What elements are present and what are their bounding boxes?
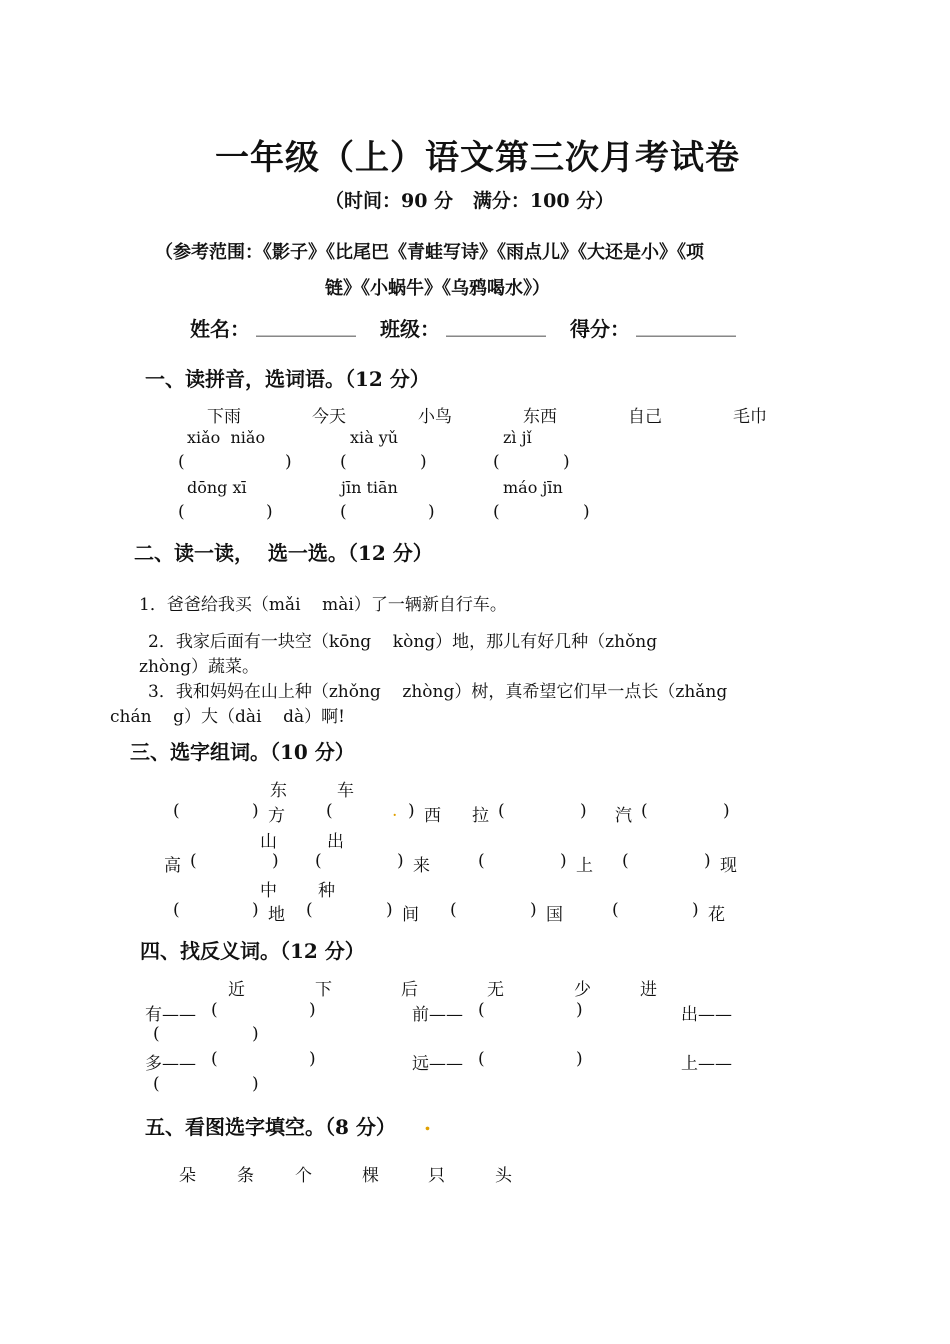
answer-paren-open: ( (493, 502, 500, 522)
word-stem: 方 (268, 806, 285, 826)
answer-paren-close: ) (252, 801, 259, 821)
answer-paren-open: ( (153, 1024, 160, 1044)
answer-paren-close: ) (397, 851, 404, 871)
antonym-choice: 无 (487, 980, 504, 1000)
question-2-line-2: zhòng）蔬菜。 (139, 657, 259, 677)
word-stem: 间 (402, 905, 419, 925)
answer-paren-open: ( (478, 1049, 485, 1069)
answer-paren-open: ( (498, 801, 505, 821)
answer-paren-close: ) (563, 452, 570, 472)
antonym-choice: 近 (228, 980, 245, 1000)
name-field[interactable]: __________ (256, 313, 356, 337)
answer-paren-open: ( (178, 452, 185, 472)
word-stem: 拉 (472, 806, 489, 826)
word-stem: 现 (720, 856, 737, 876)
answer-paren-close: ) (252, 1074, 259, 1094)
answer-paren-open: ( (612, 900, 619, 920)
word-choice: 东西 (523, 407, 557, 427)
word-stem: 来 (413, 856, 430, 876)
answer-paren-open: ( (340, 452, 347, 472)
antonym-stem: 前—— (412, 1005, 463, 1025)
answer-paren-close: ) (692, 900, 699, 920)
word-stem: 高 (164, 856, 181, 876)
pinyin: zì jǐ (503, 428, 532, 447)
answer-paren-close: ) (560, 851, 567, 871)
section-1-title: 一、读拼音，选词语。（12 分） (145, 367, 430, 391)
pinyin: máo jīn (503, 478, 563, 497)
class-label: 班级： (380, 317, 440, 341)
question-3-line-2: chán g）大（dài dà）啊! (110, 707, 345, 727)
answer-paren-open: ( (641, 801, 648, 821)
answer-paren-open: ( (306, 900, 313, 920)
scope-line-1: （参考范围：《影子》《比尾巴《青蛙写诗》《雨点儿》《大还是小》《项 (155, 242, 704, 263)
antonym-choice: 少 (574, 980, 591, 1000)
answer-paren-open: ( (211, 1049, 218, 1069)
word-stem: 上 (576, 856, 593, 876)
measure-word-choice: 头 (495, 1166, 512, 1186)
word-choice: 下雨 (207, 407, 241, 427)
word-stem: 国 (546, 905, 563, 925)
word-choice: 毛巾 (733, 407, 767, 427)
answer-paren-close: ) (272, 851, 279, 871)
section-5-title: 五、看图选字填空。（8 分） (145, 1115, 396, 1139)
word-stem: 地 (268, 905, 285, 925)
score-field[interactable]: __________ (636, 313, 736, 337)
answer-paren-open: ( (190, 851, 197, 871)
antonym-choice: 下 (315, 980, 332, 1000)
stray-dot: . (392, 801, 398, 821)
name-label: 姓名： (190, 317, 250, 341)
answer-paren-close: ) (386, 900, 393, 920)
antonym-stem: 上—— (681, 1054, 732, 1074)
answer-paren-open: ( (493, 452, 500, 472)
answer-paren-open: ( (478, 851, 485, 871)
answer-paren-close: ) (530, 900, 537, 920)
answer-paren-close: ) (309, 1000, 316, 1020)
antonym-choice: 后 (401, 980, 418, 1000)
answer-paren-close: ) (408, 801, 415, 821)
char-choice: 车 (337, 781, 354, 801)
answer-paren-close: ) (266, 502, 273, 522)
antonym-stem: 有—— (145, 1005, 196, 1025)
answer-paren-open: ( (622, 851, 629, 871)
answer-paren-open: ( (211, 1000, 218, 1020)
answer-paren-close: ) (428, 502, 435, 522)
word-choice: 今天 (312, 407, 346, 427)
word-choice: 自己 (628, 407, 662, 427)
answer-paren-close: ) (309, 1049, 316, 1069)
answer-paren-close: ) (704, 851, 711, 871)
answer-paren-close: ) (723, 801, 730, 821)
pinyin: dōng xī (187, 478, 247, 497)
antonym-stem: 出—— (681, 1005, 732, 1025)
answer-paren-open: ( (153, 1074, 160, 1094)
char-choice: 种 (318, 881, 335, 901)
answer-paren-open: ( (178, 502, 185, 522)
section-4-title: 四、找反义词。（12 分） (140, 939, 365, 963)
word-stem: 花 (708, 905, 725, 925)
answer-paren-open: ( (315, 851, 322, 871)
antonym-choice: 进 (640, 980, 657, 1000)
question-3-line-1: 3．我和妈妈在山上种（zhǒng zhòng）树，真希望它们早一点长（zhǎng (148, 682, 728, 702)
answer-paren-open: ( (450, 900, 457, 920)
answer-paren-close: ) (285, 452, 292, 472)
answer-paren-close: ) (580, 801, 587, 821)
char-choice: 东 (270, 781, 287, 801)
answer-paren-open: ( (326, 801, 333, 821)
measure-word-choice: 朵 (179, 1166, 196, 1186)
answer-paren-open: ( (173, 801, 180, 821)
word-stem: 汽 (615, 806, 632, 826)
answer-paren-open: ( (340, 502, 347, 522)
section-3-title: 三、选字组词。（10 分） (130, 740, 355, 764)
antonym-stem: 多—— (145, 1054, 196, 1074)
score-label: 得分： (570, 317, 630, 341)
pinyin: xià yǔ (350, 428, 399, 447)
char-choice: 出 (327, 832, 344, 852)
stray-dot: . (424, 1111, 431, 1135)
pinyin: jīn tiān (341, 478, 398, 497)
page-title: 一年级（上）语文第三次月考试卷 (215, 138, 740, 178)
answer-paren-close: ) (576, 1000, 583, 1020)
answer-paren-close: ) (420, 452, 427, 472)
answer-paren-close: ) (576, 1049, 583, 1069)
answer-paren-close: ) (252, 1024, 259, 1044)
answer-paren-open: ( (173, 900, 180, 920)
char-choice: 中 (260, 881, 277, 901)
question-2-line-1: 2．我家后面有一块空（kōng kòng）地，那儿有好几种（zhǒng (148, 632, 658, 652)
antonym-stem: 远—— (412, 1054, 463, 1074)
measure-word-choice: 个 (295, 1166, 312, 1186)
measure-word-choice: 条 (237, 1166, 254, 1186)
class-field[interactable]: __________ (446, 313, 546, 337)
exam-info: （时间：90 分 满分：100 分） (325, 190, 615, 212)
pinyin: xiǎo niǎo (187, 428, 266, 447)
scope-line-2: 链》《小蜗牛》《乌鸦喝水》） (325, 278, 550, 299)
word-stem: 西 (424, 806, 441, 826)
answer-paren-close: ) (252, 900, 259, 920)
answer-paren-open: ( (478, 1000, 485, 1020)
measure-word-choice: 棵 (362, 1166, 379, 1186)
measure-word-choice: 只 (428, 1166, 445, 1186)
question-1: 1．爸爸给我买（mǎi mài）了一辆新自行车。 (139, 595, 507, 615)
word-choice: 小鸟 (418, 407, 452, 427)
section-2-title: 二、读一读， 选一选。（12 分） (134, 541, 433, 565)
char-choice: 山 (260, 832, 277, 852)
answer-paren-close: ) (583, 502, 590, 522)
